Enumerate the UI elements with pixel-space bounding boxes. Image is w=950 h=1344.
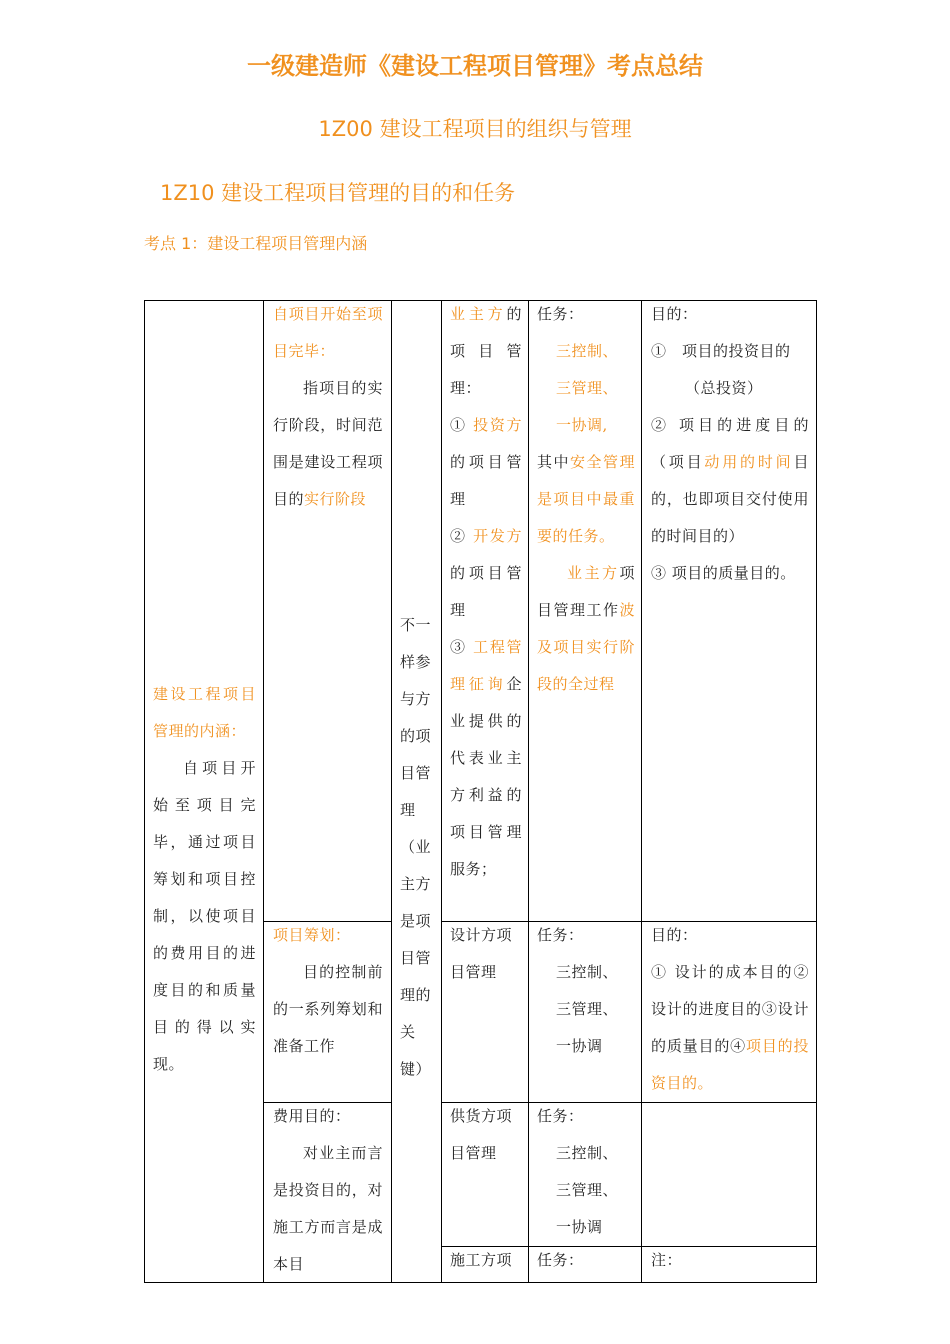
- item-marker: ③: [450, 638, 467, 656]
- planning-body: 目的控制前的一系列筹划和准备工作: [273, 963, 383, 1055]
- goal-item: ① 设计的成本目的② 设计的进度目的③设计的质量目的④: [651, 963, 809, 1055]
- definition-heading: 建设工程项目管理的内涵：: [153, 685, 256, 740]
- task-note: 其中: [537, 453, 570, 471]
- planning-heading: 项目筹划：: [273, 926, 351, 944]
- task-label: 任务：: [537, 305, 584, 323]
- task-label: 任务：: [537, 1107, 584, 1125]
- cost-goal-heading: 费用目的：: [273, 1107, 351, 1125]
- owner-task-cell: [537, 296, 635, 703]
- scope-body: 指项目的实行阶段，时间范围是建设工程项目的: [273, 379, 383, 508]
- task-item: 一协调,: [556, 416, 608, 434]
- contractor-task-cell: [537, 1242, 635, 1279]
- supplier-management-cell: [450, 1098, 525, 1172]
- column-divider: [263, 300, 264, 1283]
- design-goal-cell: [651, 917, 809, 1102]
- cost-goal-cell: [273, 1098, 383, 1283]
- design-task-cell: [537, 917, 635, 1065]
- content-table: [144, 300, 817, 1283]
- design-management-text: 设计方项目管理: [450, 926, 513, 981]
- consulting-label: 工程管理征询: [450, 638, 522, 693]
- task-item: 一协调: [556, 1218, 603, 1236]
- task-note: 项目管理工作: [537, 564, 635, 619]
- owner-goal-cell: [651, 296, 809, 592]
- point-heading: 考点 1：建设工程项目管理内涵: [144, 234, 368, 253]
- scope-highlight: 波及项目实行阶段的全过程: [537, 601, 635, 693]
- table-border: [144, 300, 145, 1283]
- goal-item: 目的，也即项目交付使用的时间目的）: [651, 453, 809, 545]
- scope-cell: [273, 296, 383, 518]
- contractor-note-cell: [651, 1242, 809, 1279]
- time-highlight: 动用的时间: [704, 453, 794, 471]
- planning-cell: [273, 917, 383, 1065]
- contractor-management-text: 施工方项: [450, 1251, 513, 1269]
- cost-goal-body: 对业主而言是投资目的，对施工方而言是成本目: [273, 1144, 383, 1273]
- goal-item: （总投资）: [685, 379, 763, 397]
- goal-item: ② 项目的进度目的（项目: [651, 416, 809, 471]
- investment-highlight: 项目的投资目的。: [651, 1037, 809, 1092]
- design-management-cell: [450, 917, 525, 991]
- definition-cell: [153, 676, 256, 1083]
- owner-label-rest: 的项目管理：: [450, 305, 522, 397]
- contractor-management-cell: [450, 1242, 525, 1279]
- participants-text: 不一样参与方的项目管理（业主方是项目管理的关键）: [400, 616, 432, 1078]
- definition-body: 自项目开始至项目完毕，通过项目筹划和项目控制，以使项目的费用目的进度目的和质量目的得以实现。: [153, 759, 256, 1073]
- document-title: 一级建造师《建设工程项目管理》考点总结: [247, 52, 703, 80]
- developer-label: 开发方: [473, 527, 522, 545]
- note-label: 注：: [651, 1251, 683, 1269]
- item-marker: ①: [450, 416, 467, 434]
- task-item: 三管理、: [556, 379, 619, 397]
- supplier-task-cell: [537, 1098, 635, 1246]
- owner-highlight: 业主方: [567, 564, 620, 582]
- supplier-management-text: 供货方项目管理: [450, 1107, 513, 1162]
- table-border: [144, 1282, 817, 1283]
- task-label: 任务：: [537, 1251, 584, 1269]
- task-item: 一协调: [556, 1037, 603, 1055]
- goal-item: ③ 项目的质量目的。: [651, 564, 796, 582]
- owner-management-cell: [450, 296, 522, 888]
- task-item: 三管理、: [556, 1181, 619, 1199]
- column-divider: [391, 300, 392, 1283]
- item-text: 企业提供的代表业主方利益的项目管理服务；: [450, 675, 522, 878]
- table-border: [816, 300, 817, 1283]
- scope-heading: 自项目开始至项目完毕：: [273, 305, 383, 360]
- task-item: 三控制、: [556, 1144, 619, 1162]
- section-heading: 1Z00 建设工程项目的组织与管理: [318, 117, 632, 141]
- column-divider: [528, 300, 529, 1283]
- item-marker: ②: [450, 527, 467, 545]
- column-divider: [441, 300, 442, 1283]
- scope-highlight: 实行阶段: [304, 490, 367, 508]
- owner-label: 业主方: [450, 305, 507, 323]
- item-text: 的项目管理: [450, 564, 522, 619]
- column-divider: [641, 300, 642, 1283]
- task-item: 三控制、: [556, 963, 619, 981]
- goal-label: 目的：: [651, 305, 698, 323]
- participants-cell: [400, 607, 438, 1088]
- goal-label: 目的：: [651, 926, 698, 944]
- goal-item: ① 项目的投资目的: [651, 342, 791, 360]
- subsection-heading: 1Z10 建设工程项目管理的目的和任务: [160, 181, 516, 205]
- task-label: 任务：: [537, 926, 584, 944]
- item-text: 的项目管理: [450, 453, 522, 508]
- safety-highlight: 安全管理是项目中最重要的任务。: [537, 453, 635, 545]
- investor-label: 投资方: [473, 416, 522, 434]
- task-item: 三控制、: [556, 342, 619, 360]
- task-item: 三管理、: [556, 1000, 619, 1018]
